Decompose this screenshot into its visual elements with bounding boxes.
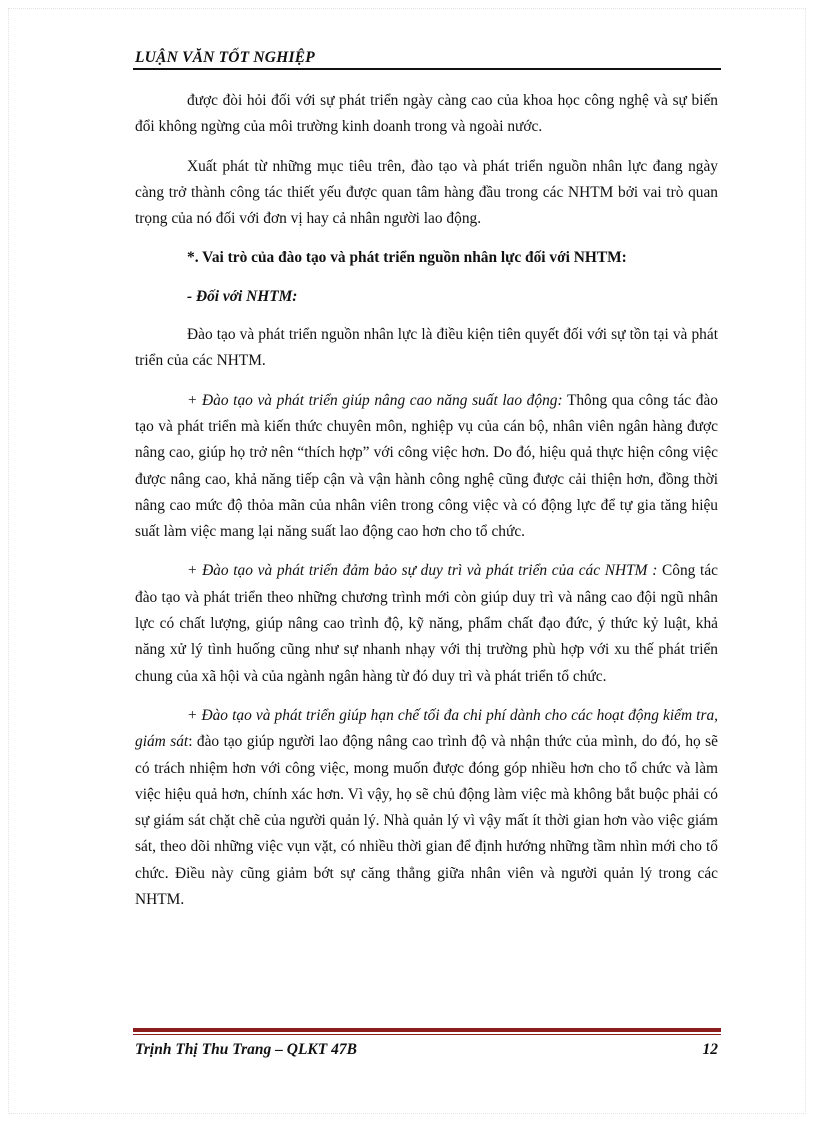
section-subheading: - Đối với NHTM: xyxy=(187,287,298,305)
footer-rule-thin xyxy=(133,1034,721,1035)
paragraph-3: Đào tạo và phát triển nguồn nhân lực là điều kiện tiên quyết đối với sự tồn tại và phát triển của các NHTM. xyxy=(135,326,718,370)
footer-author: Trịnh Thị Thu Trang – QLKT 47B xyxy=(135,1041,357,1058)
footer-rule-thick xyxy=(133,1028,721,1032)
paragraph-4-text: Thông qua công tác đào tạo và phát triển mà kiến thức chuyên môn, nghiệp vụ của cán bộ, nhân viên ngân hàng được nâng cao, giúp họ trở nên “thích hợp” với công việc hơn. Do đó, hiệu quả thực hiện công việc được nâng cao, khả năng tiếp cận và vận hành công nghệ cũng được cải thiện hơn, đồng thời nâng cao mức độ thỏa mãn của nhân viên trong công việc và có động lực để tự gia tăng hiệu suất làm việc mang lại năng suất lao động cao hơn cho tổ chức. xyxy=(135,391,719,541)
paragraph-5-lead: + Đào tạo và phát triển đảm bảo sự duy trì và phát triển của các NHTM : xyxy=(187,562,658,580)
paragraph-1: được đòi hỏi đối với sự phát triển ngày càng cao của khoa học công nghệ và sự biến đổi không ngừng của môi trường kinh doanh trong và ngoài nước. xyxy=(135,92,718,136)
paragraph-6-lead: + Đào tạo và phát triển giúp hạn chế tối đa chi phí dành cho các hoạt động kiểm tra, giám sát xyxy=(135,706,718,751)
paragraph-2: Xuất phát từ những mục tiêu trên, đào tạo và phát triển nguồn nhân lực đang ngày càng trở thành công tác thiết yếu được quan tâm hàng đầu trong các NHTM bởi vai trò quan trọng của nó đối với đơn vị hay cả nhân người lao động. xyxy=(135,157,718,228)
page-number: 12 xyxy=(702,1041,718,1058)
header-rule xyxy=(133,68,721,70)
paragraph-6-text: : đào tạo giúp người lao động nâng cao trình độ và nhận thức của mình, do đó, họ sẽ có trách nhiệm hơn với công việc, mong muốn được đóng góp nhiều hơn cho tổ chức và làm việc hiệu quả hơn, chính xác hơn. Vì vậy, họ sẽ chủ động làm việc mà không bắt buộc phải có sự giám sát chặt chẽ của người quản lý. Nhà quản lý vì vậy mất ít thời gian hơn vào việc giám sát, theo dõi những việc vụn vặt, có nhiều thời gian để định hướng những tầm nhìn mới cho tổ chức. Điều này cũng giảm bớt sự căng thẳng giữa nhân viên và người quản lý trong các NHTM. xyxy=(135,733,718,909)
paragraph-6 xyxy=(135,703,718,913)
paragraph-5 xyxy=(135,558,718,689)
paragraph-4 xyxy=(135,388,718,546)
paragraph-4-lead: + Đào tạo và phát triển giúp nâng cao năng suất lao động: xyxy=(187,391,563,409)
document-body xyxy=(135,88,718,926)
section-heading: *. Vai trò của đào tạo và phát triển nguồn nhân lực đối với NHTM: xyxy=(187,249,627,267)
header-title: LUẬN VĂN TỐT NGHIỆP xyxy=(135,49,315,66)
paragraph-5-text: Công tác đào tạo và phát triển theo những chương trình mới còn giúp duy trì và nâng cao đội ngũ nhân lực có chất lượng, giúp nâng cao trình độ, kỹ năng, phẩm chất đạo đức, ý thức kỷ luật, khả năng xử lý tình huống cũng như sự nhanh nhạy với thị trường phù hợp với xu thế phát triển chung của xã hội và của ngành ngân hàng từ đó duy trì và phát triển tổ chức. xyxy=(135,562,718,685)
